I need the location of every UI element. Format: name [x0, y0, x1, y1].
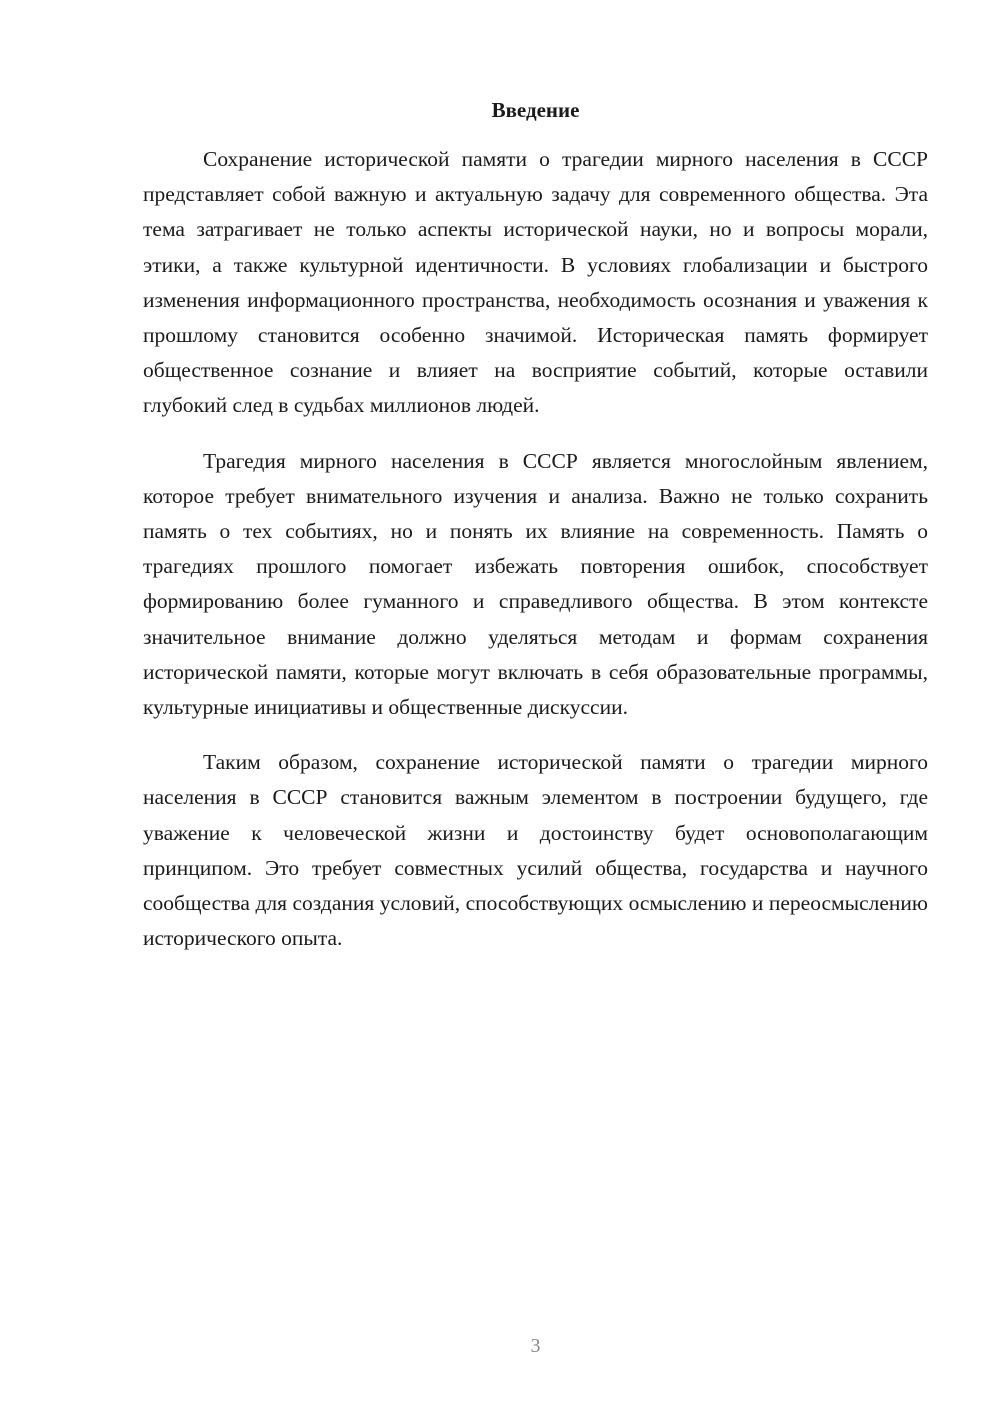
page-number: 3: [530, 1335, 541, 1357]
paragraph-2: Трагедия мирного населения в СССР является многослойным явлением, которое требует внимательного изучения и анализа. Важно не только сохранить память о тех событиях, но и понять их влияние на современность. Память о трагедиях прошлого помогает избежать повторения ошибок, способствует формированию более гуманного и справедливого общества. В этом контексте значительное внимание должно уделяться методам и формам сохранения исторической памяти, которые могут включать в себя образовательные программы, культурные инициативы и общественные дискуссии.: [143, 448, 928, 720]
paragraph-3: Таким образом, сохранение исторической памяти о трагедии мирного населения в СССР становится важным элементом в построении будущего, где уважение к человеческой жизни и достоинству будет основополагающим принципом. Это требует совместных усилий общества, государства и научного сообщества для создания условий, способствующих осмыслению и переосмыслению исторического опыта.: [143, 750, 928, 951]
document-body: [143, 142, 928, 976]
page-title: Введение: [491, 98, 580, 122]
paragraph-1: Сохранение исторической памяти о трагедии мирного населения в СССР представляет собой важную и актуальную задачу для современного общества. Эта тема затрагивает не только аспекты исторической науки, но и вопросы морали, этики, а также культурной идентичности. В условиях глобализации и быстрого изменения информационного пространства, необходимость осознания и уважения к прошлому становится особенно значимой. Историческая память формирует общественное сознание и влияет на восприятие событий, которые оставили глубокий след в судьбах миллионов людей.: [143, 147, 928, 418]
